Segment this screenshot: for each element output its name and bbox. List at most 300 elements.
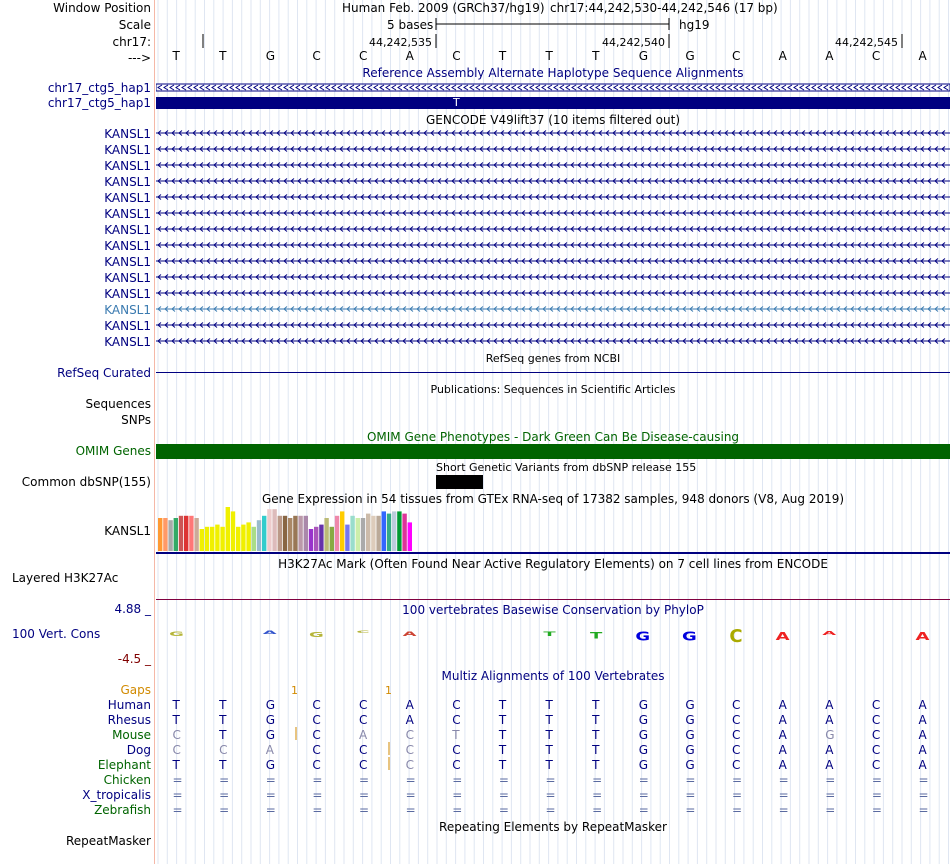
gencode-transcript — [156, 275, 950, 280]
alignment-base: A — [778, 758, 787, 772]
sequence-base: T — [545, 49, 553, 63]
gtex-bar — [158, 518, 162, 551]
alignment-base: A — [918, 728, 927, 742]
alignment-base: T — [498, 743, 507, 757]
kansl1-label[interactable]: KANSL1 — [104, 223, 151, 237]
repeatmasker-title[interactable]: Repeating Elements by RepeatMasker — [439, 820, 667, 834]
gtex-bar — [376, 516, 380, 551]
alignment-base: G — [638, 728, 649, 742]
gencode-transcript — [156, 211, 950, 216]
cons-min-label: -4.5 _ — [117, 652, 151, 666]
alignment-base: A — [405, 713, 414, 727]
species-label[interactable]: Chicken — [103, 773, 151, 787]
alignment-base: = — [359, 788, 370, 802]
kansl1-label[interactable]: KANSL1 — [104, 255, 151, 269]
species-label[interactable]: Zebrafish — [94, 803, 151, 817]
alignment-base: A — [825, 713, 834, 727]
gtex-bar — [330, 527, 334, 551]
gtex-bar — [163, 518, 167, 551]
alignment-base: C — [405, 758, 415, 772]
refseq-feature-line[interactable] — [156, 372, 950, 373]
gtex-bar — [319, 525, 323, 551]
alignment-base: = — [778, 803, 789, 817]
gencode-transcript — [156, 147, 950, 152]
sequence-base: A — [405, 49, 414, 63]
alignment-base: T — [219, 728, 227, 742]
species-label[interactable]: Human — [107, 698, 151, 712]
sequence-base: C — [732, 49, 741, 63]
gtex-divider — [156, 552, 950, 554]
alignment-base: G — [685, 743, 695, 757]
gtex-bar — [293, 516, 297, 551]
alignment-base: = — [498, 788, 509, 802]
publications-title[interactable]: Publications: Sequences in Scientific Articles — [430, 383, 676, 396]
alignment-base: G — [265, 758, 276, 772]
alignment-base: C — [871, 698, 881, 712]
tick-label-1: 44,242,535 — [369, 36, 432, 49]
alignment-base: T — [592, 743, 600, 757]
phylop-letter: A — [822, 630, 837, 637]
phylop-letter: G — [169, 630, 184, 638]
alignment-base: = — [452, 788, 463, 802]
gtex-bar — [361, 518, 365, 551]
alignment-base: C — [359, 743, 368, 757]
hap2-feature[interactable] — [156, 97, 950, 109]
sequence-base: C — [312, 49, 321, 63]
sequence-base: C — [359, 49, 368, 63]
alignment-base: G — [265, 713, 276, 727]
sequence-base: A — [918, 49, 927, 63]
alignment-base: = — [359, 773, 370, 787]
alignment-base: C — [732, 698, 741, 712]
kansl1-label[interactable]: KANSL1 — [104, 239, 151, 253]
alignment-base: C — [312, 728, 321, 742]
alignment-base: T — [592, 728, 600, 742]
omim-label[interactable]: OMIM Genes — [75, 444, 151, 458]
alignment-base: = — [265, 788, 276, 802]
species-label[interactable]: Elephant — [97, 758, 151, 772]
cons-label[interactable]: 100 Vert. Cons — [12, 627, 101, 641]
alignment-base: = — [685, 773, 696, 787]
gtex-bar — [179, 516, 183, 551]
kansl1-label[interactable]: KANSL1 — [104, 319, 151, 333]
gencode-transcript — [156, 227, 950, 232]
gencode-transcript — [156, 291, 950, 296]
gencode-transcripts[interactable] — [156, 126, 950, 356]
gtex-bar — [272, 509, 276, 551]
alignment-base: G — [638, 743, 649, 757]
alignment-base: C — [172, 743, 181, 757]
hap2-label[interactable]: chr17_ctg5_hap1 — [47, 96, 151, 110]
alignment-base: = — [732, 788, 743, 802]
alignment-base: = — [405, 773, 416, 787]
alignment-base: T — [172, 698, 180, 712]
alignment-base: = — [592, 788, 603, 802]
alignment-base: G — [638, 713, 649, 727]
gtex-bar — [236, 527, 240, 551]
gencode-transcript — [156, 323, 950, 328]
alignment-base: = — [452, 803, 463, 817]
gtex-bar — [257, 520, 261, 551]
alignment-base: A — [778, 713, 787, 727]
alignment-base: G — [685, 698, 695, 712]
gtex-bar — [402, 514, 406, 551]
phylop-letter: T — [589, 630, 603, 642]
alignment-base: = — [219, 803, 230, 817]
alignment-base: C — [871, 758, 881, 772]
hap-base-label: T — [453, 96, 460, 109]
gtex-bar — [189, 516, 193, 551]
alignment-base: C — [172, 728, 181, 742]
window-position-label: Window Position — [53, 1, 151, 15]
phylop-letter: A — [775, 630, 790, 643]
alignment-base: = — [452, 773, 463, 787]
phylop-letter: A — [915, 630, 930, 643]
alignment-base: = — [172, 803, 183, 817]
alignment-base: T — [592, 758, 600, 772]
alignment-base: = — [312, 803, 323, 817]
alignment-base: T — [498, 728, 507, 742]
phylop-letter: C — [729, 628, 743, 647]
tick-label-2: 44,242,540 — [602, 36, 665, 49]
alignment-base: G — [638, 758, 649, 772]
gtex-bar — [241, 525, 245, 551]
alignment-base: T — [219, 713, 227, 727]
kansl1-label[interactable]: KANSL1 — [104, 159, 151, 173]
gtex-bar — [314, 527, 318, 551]
alignment-base: A — [918, 758, 927, 772]
gtex-bar — [387, 514, 391, 551]
sequence-base: T — [498, 49, 507, 63]
gtex-kansl1-label[interactable]: KANSL1 — [104, 524, 151, 538]
gtex-bar — [345, 525, 349, 551]
kansl1-label[interactable]: KANSL1 — [104, 287, 151, 301]
gtex-bar — [335, 516, 339, 551]
chrom-label: chr17: — [112, 35, 151, 49]
gtex-bar — [215, 525, 219, 551]
alignment-base: C — [871, 713, 881, 727]
alignment-base: T — [219, 758, 227, 772]
gtex-bar — [350, 516, 354, 551]
alignment-base: = — [219, 788, 230, 802]
phylop-title[interactable]: 100 vertebrates Basewise Conservation by PhyloP — [402, 603, 704, 617]
kansl1-label[interactable]: KANSL1 — [104, 143, 151, 157]
alignment-base: T — [452, 728, 460, 742]
alignment-base: T — [592, 698, 600, 712]
h3k27ac-title[interactable]: H3K27Ac Mark (Often Found Near Active Regulatory Elements) on 7 cell lines from ENCODE — [278, 557, 828, 571]
gencode-transcript — [156, 243, 950, 248]
alignment-base: = — [219, 773, 230, 787]
assembly-title: Human Feb. 2009 (GRCh37/hg19) — [342, 1, 545, 15]
phylop-letter: A — [402, 630, 417, 638]
gtex-bar-chart[interactable] — [156, 506, 950, 552]
alignment-base: C — [452, 758, 461, 772]
alignment-base: = — [825, 788, 836, 802]
kansl1-label[interactable]: KANSL1 — [104, 127, 151, 141]
kansl1-label[interactable]: KANSL1 — [104, 303, 151, 317]
alignment-base: T — [498, 758, 507, 772]
alignment-base: = — [825, 803, 836, 817]
scale-db-label: hg19 — [679, 18, 710, 32]
gtex-bar — [283, 516, 287, 551]
alignment-base: C — [732, 713, 741, 727]
gtex-bar — [210, 527, 214, 551]
alignment-base: C — [732, 758, 741, 772]
gtex-bar — [267, 509, 271, 551]
hap1-label[interactable]: chr17_ctg5_hap1 — [47, 81, 151, 95]
gtex-bar — [340, 511, 344, 551]
kansl1-label[interactable]: KANSL1 — [104, 335, 151, 349]
gtex-bar — [174, 518, 178, 551]
alignment-base: = — [685, 803, 696, 817]
alignment-base: C — [732, 743, 741, 757]
alignment-base: = — [592, 773, 603, 787]
alignment-base: C — [871, 743, 881, 757]
alignment-base: C — [312, 758, 321, 772]
alignment-base: = — [172, 773, 183, 787]
h3k27ac-divider — [156, 599, 950, 600]
alignment-base: G — [825, 728, 835, 742]
sequence-base: A — [778, 49, 787, 63]
track-area[interactable] — [156, 0, 950, 864]
gtex-bar — [324, 518, 328, 551]
alignment-base: = — [918, 773, 929, 787]
alignment-base: G — [685, 713, 695, 727]
track-label-column — [0, 0, 153, 864]
gtex-bar — [397, 511, 401, 551]
alignment-base: T — [545, 758, 553, 772]
multiz-title[interactable]: Multiz Alignments of 100 Vertebrates — [441, 669, 665, 683]
alignment-base: = — [732, 773, 743, 787]
alignment-base: = — [778, 788, 789, 802]
alignment-base: = — [918, 803, 929, 817]
gencode-transcript — [156, 163, 950, 168]
species-label[interactable]: Dog — [126, 743, 151, 757]
sequence-base: G — [265, 49, 276, 63]
alignment-base: C — [359, 698, 368, 712]
gencode-transcript — [156, 259, 950, 264]
alignment-base: A — [778, 698, 787, 712]
alignment-base: A — [825, 758, 834, 772]
gtex-bar — [408, 522, 412, 551]
alignment-base: G — [265, 698, 276, 712]
dbsnp-title[interactable]: Short Genetic Variants from dbSNP release 155 — [436, 461, 697, 474]
alignment-base: A — [778, 743, 787, 757]
species-label[interactable]: Rhesus — [107, 713, 151, 727]
alignment-base: = — [871, 773, 882, 787]
phylop-letter: G — [308, 630, 324, 640]
sequence-base: T — [592, 49, 600, 63]
gtex-bar — [194, 518, 198, 551]
gaps-label: Gaps — [120, 683, 151, 697]
phylop-letter: G — [635, 629, 651, 644]
scale-bar-label: 5 bases — [387, 18, 434, 32]
gtex-title[interactable]: Gene Expression in 54 tissues from GTEx RNA-seq of 17382 samples, 948 donors (V8, Aug 2019) — [261, 492, 845, 506]
refseq-title[interactable]: RefSeq genes from NCBI — [485, 352, 621, 365]
alignment-base: C — [452, 713, 461, 727]
alignment-base: C — [359, 713, 368, 727]
alignment-base: = — [545, 788, 556, 802]
alignment-base: = — [359, 803, 370, 817]
alignment-base: A — [405, 698, 414, 712]
alignment-base: C — [405, 728, 415, 742]
omim-feature[interactable] — [156, 444, 950, 459]
sequence-base: T — [219, 49, 227, 63]
label-separator — [154, 0, 155, 864]
sequence-base: A — [825, 49, 834, 63]
alignment-base: = — [265, 803, 276, 817]
scale-bar — [156, 10, 950, 50]
alignment-base: = — [685, 788, 696, 802]
phylop-letter: C — [356, 629, 370, 635]
alignment-base: C — [312, 743, 321, 757]
dbsnp-label[interactable]: Common dbSNP(155) — [21, 475, 151, 489]
gencode-title[interactable]: GENCODE V49lift37 (10 items filtered out) — [425, 113, 680, 127]
alignment-base: C — [452, 743, 461, 757]
omim-title[interactable]: OMIM Gene Phenotypes - Dark Green Can Be Disease-causing — [366, 430, 740, 444]
alignment-base: = — [545, 803, 556, 817]
alignment-base: G — [265, 728, 276, 742]
tick-label-3: 44,242,545 — [835, 36, 898, 49]
phylop-logo[interactable] — [156, 628, 950, 658]
gap-mark-1: 1 — [291, 684, 298, 697]
alignment-base: T — [219, 698, 227, 712]
alignment-base: T — [498, 698, 507, 712]
gencode-transcript — [156, 131, 950, 136]
gencode-transcript — [156, 195, 950, 200]
gtex-bar — [246, 522, 250, 551]
alignment-base: = — [498, 773, 509, 787]
alignment-base: C — [452, 698, 461, 712]
alignment-base: = — [172, 788, 183, 802]
snps-label[interactable]: SNPs — [121, 413, 151, 427]
gencode-transcript — [156, 179, 950, 184]
gtex-bar — [200, 529, 204, 551]
alignment-base: = — [638, 788, 649, 802]
alignment-base: C — [359, 758, 368, 772]
gtex-bar — [392, 511, 396, 551]
alignment-base: A — [778, 728, 787, 742]
kansl1-label[interactable]: KANSL1 — [104, 207, 151, 221]
alignment-base: = — [871, 803, 882, 817]
species-label[interactable]: X_tropicalis — [82, 788, 151, 802]
gtex-bar — [366, 514, 370, 551]
alignment-base: A — [825, 698, 834, 712]
alignment-base: = — [732, 803, 743, 817]
alignment-base: A — [918, 698, 927, 712]
repeatmasker-label[interactable]: RepeatMasker — [65, 834, 151, 848]
alignment-base: = — [778, 773, 789, 787]
alignment-insertion-marks — [156, 725, 950, 785]
h3k27ac-label[interactable]: Layered H3K27Ac — [12, 571, 119, 585]
alignment-base: T — [592, 713, 600, 727]
alignment-base: = — [265, 773, 276, 787]
alt-haplotype-title[interactable]: Reference Assembly Alternate Haplotype Sequence Alignments — [362, 66, 744, 80]
alignment-base: = — [405, 788, 416, 802]
alignment-base: A — [918, 743, 927, 757]
alignment-base: = — [592, 803, 603, 817]
gtex-bar — [309, 529, 313, 551]
alignment-base: T — [545, 728, 553, 742]
gencode-transcript — [156, 307, 950, 312]
alignment-base: C — [871, 728, 881, 742]
alignment-base: A — [265, 743, 274, 757]
phylop-letter: A — [262, 630, 277, 636]
alignment-base: G — [638, 698, 649, 712]
gtex-bar — [205, 527, 209, 551]
gtex-bar — [220, 527, 224, 551]
gtex-bar — [252, 527, 256, 551]
alignment-base: C — [219, 743, 228, 757]
alignment-base: A — [825, 743, 834, 757]
alignment-base: G — [685, 758, 695, 772]
gtex-bar — [298, 516, 302, 551]
alignment-base: T — [172, 758, 180, 772]
position-readout: chr17:44,242,530-44,242,546 (17 bp) — [550, 1, 778, 15]
alignment-base: A — [359, 728, 368, 742]
gtex-bar — [278, 516, 282, 551]
gap-mark-2: 1 — [385, 684, 392, 697]
gtex-bar — [226, 507, 230, 551]
alignment-base: = — [405, 803, 416, 817]
gtex-bar — [184, 516, 188, 551]
strand-arrow-label: ---> — [127, 51, 151, 65]
hap1-feature[interactable] — [156, 83, 950, 93]
gtex-bar — [288, 518, 292, 551]
refseq-label[interactable]: RefSeq Curated — [57, 366, 151, 380]
alignment-base: = — [312, 773, 323, 787]
kansl1-label[interactable]: KANSL1 — [104, 271, 151, 285]
alignment-base: T — [545, 743, 553, 757]
alignment-base: A — [918, 713, 927, 727]
alignment-base: = — [825, 773, 836, 787]
gtex-bar — [356, 518, 360, 551]
gtex-bar — [371, 516, 375, 551]
sequence-base: C — [452, 49, 461, 63]
gtex-bar — [168, 520, 172, 551]
phylop-letter: T — [543, 630, 556, 638]
alignment-base: C — [732, 728, 741, 742]
gencode-transcript — [156, 339, 950, 344]
alignment-base: C — [312, 698, 321, 712]
gtex-bar — [262, 516, 266, 551]
alignment-base: C — [405, 743, 415, 757]
alignment-base: = — [638, 803, 649, 817]
dbsnp-variant[interactable] — [436, 475, 483, 489]
alignment-base: C — [312, 713, 321, 727]
alignment-base: G — [685, 728, 695, 742]
kansl1-label[interactable]: KANSL1 — [104, 191, 151, 205]
phylop-letter: G — [681, 629, 697, 644]
gtex-bar — [231, 511, 235, 551]
gtex-bar — [304, 516, 308, 551]
alignment-base: T — [498, 713, 507, 727]
alignment-base: = — [918, 788, 929, 802]
kansl1-label[interactable]: KANSL1 — [104, 175, 151, 189]
species-label[interactable]: Mouse — [112, 728, 151, 742]
cons-max-label: 4.88 _ — [114, 602, 151, 616]
sequence-base: G — [638, 49, 649, 63]
alignment-base: T — [545, 698, 553, 712]
sequences-label[interactable]: Sequences — [85, 397, 151, 411]
alignment-base: = — [871, 788, 882, 802]
alignment-base: = — [638, 773, 649, 787]
alignment-base: = — [545, 773, 556, 787]
alignment-base: T — [172, 713, 180, 727]
scale-label: Scale — [118, 18, 151, 32]
sequence-base: T — [172, 49, 180, 63]
alignment-base: = — [312, 788, 323, 802]
